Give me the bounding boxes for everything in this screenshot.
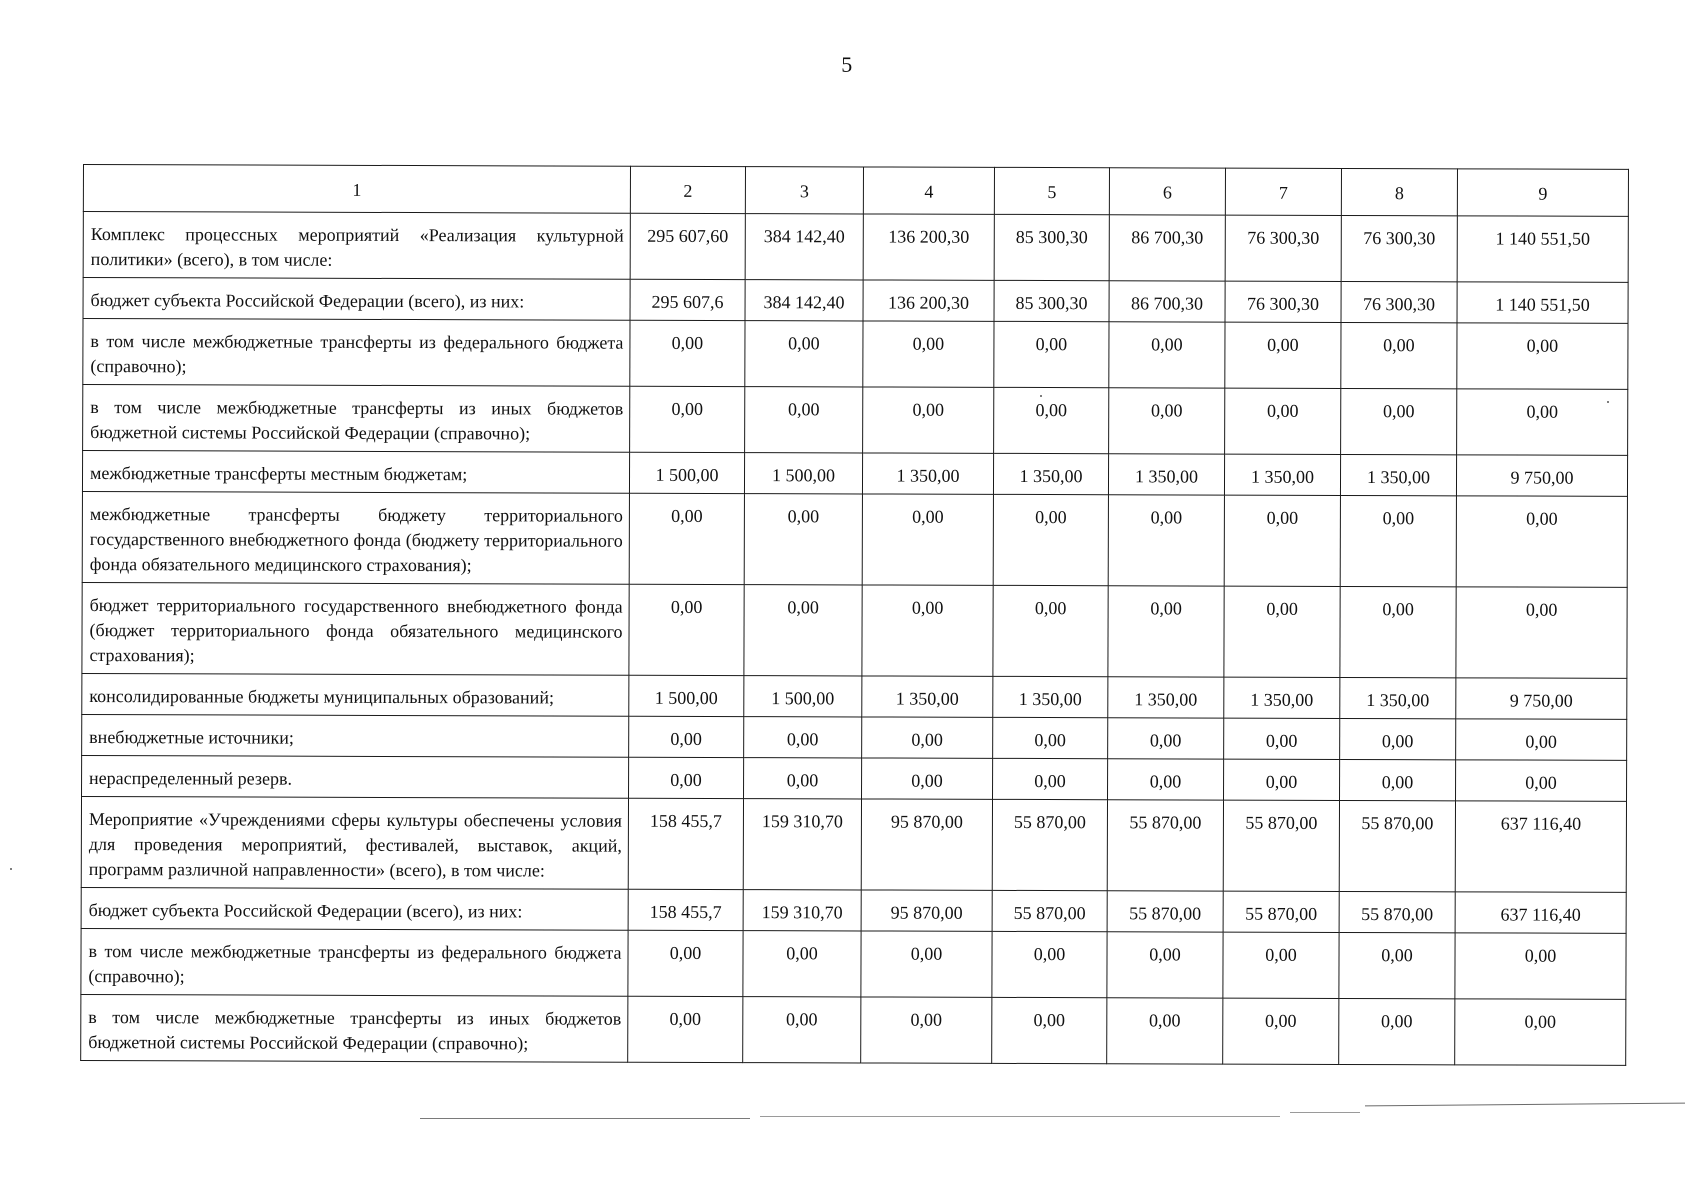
value-cell: 1 350,00 bbox=[862, 676, 993, 717]
value-cell: 0,00 bbox=[1224, 759, 1340, 800]
value-cell: 0,00 bbox=[744, 758, 862, 799]
value-cell: 0,00 bbox=[1107, 998, 1223, 1064]
table-row bbox=[82, 582, 1627, 678]
value-cell: 85 300,30 bbox=[994, 280, 1109, 321]
scan-artifact-line bbox=[1365, 1103, 1685, 1107]
row-label-cell: межбюджетные трансферты бюджету территориального государственного внебюджетного фонда (бюджету территориального фонда обязательного медицинского страхования); bbox=[82, 491, 629, 584]
value-cell: 0,00 bbox=[743, 931, 861, 997]
value-cell: 0,00 bbox=[629, 493, 744, 584]
row-label-cell: в том числе межбюджетные трансферты из федерального бюджета (справочно); bbox=[83, 319, 630, 387]
value-cell: 1 140 551,50 bbox=[1457, 282, 1628, 324]
value-cell: 95 870,00 bbox=[861, 799, 992, 890]
value-cell: 0,00 bbox=[745, 321, 863, 387]
value-cell: 0,00 bbox=[862, 585, 993, 676]
value-cell: 0,00 bbox=[1456, 496, 1627, 588]
value-cell: 159 310,70 bbox=[743, 799, 861, 890]
value-cell: 0,00 bbox=[1457, 323, 1628, 390]
value-cell: 0,00 bbox=[862, 494, 993, 585]
value-cell: 86 700,30 bbox=[1109, 215, 1225, 281]
value-cell: 0,00 bbox=[1339, 932, 1455, 998]
value-cell: 0,00 bbox=[1340, 759, 1456, 800]
value-cell: 0,00 bbox=[1108, 718, 1224, 759]
value-cell: 0,00 bbox=[863, 321, 994, 387]
value-cell: 1 350,00 bbox=[862, 453, 993, 494]
table-row bbox=[82, 491, 1627, 587]
row-label-cell: бюджет субъекта Российской Федерации (всего), из них: bbox=[81, 887, 628, 930]
scan-artifact-line bbox=[1290, 1112, 1360, 1113]
value-cell: 76 300,30 bbox=[1341, 281, 1457, 322]
table-row bbox=[83, 385, 1628, 456]
value-cell: 0,00 bbox=[1339, 998, 1455, 1064]
value-cell: 1 350,00 bbox=[1340, 454, 1456, 495]
value-cell: 0,00 bbox=[1456, 760, 1627, 802]
value-cell: 158 455,7 bbox=[628, 889, 743, 930]
value-cell: 0,00 bbox=[628, 996, 743, 1062]
value-cell: 1 500,00 bbox=[744, 453, 862, 494]
column-number-cell: 7 bbox=[1225, 168, 1341, 215]
table-row bbox=[83, 319, 1628, 390]
row-label-cell: в том числе межбюджетные трансферты из иных бюджетов бюджетной системы Российской Федерации (справочно); bbox=[81, 994, 628, 1062]
value-cell: 0,00 bbox=[1340, 586, 1456, 677]
value-cell: 159 310,70 bbox=[743, 890, 861, 931]
page-number: 5 bbox=[841, 52, 853, 77]
table-body bbox=[81, 212, 1629, 1066]
row-label-cell: Мероприятие «Учреждениями сферы культуры обеспечены условия для проведения мероприятий, фестивалей, выставок, акций, программ различной направленности» (всего), в том числе: bbox=[81, 796, 628, 889]
value-cell: 637 116,40 bbox=[1455, 892, 1626, 934]
table-row bbox=[82, 451, 1627, 497]
table-row bbox=[81, 928, 1626, 999]
value-cell: 0,00 bbox=[993, 494, 1108, 585]
value-cell: 0,00 bbox=[629, 757, 744, 798]
value-cell: 1 350,00 bbox=[1224, 677, 1340, 718]
value-cell: 55 870,00 bbox=[1339, 891, 1455, 932]
value-cell: 1 350,00 bbox=[1108, 454, 1224, 495]
column-number-cell: 2 bbox=[630, 166, 745, 213]
value-cell: 1 350,00 bbox=[1108, 677, 1224, 718]
budget-table bbox=[80, 164, 1629, 1066]
value-cell: 1 350,00 bbox=[993, 676, 1108, 717]
value-cell: 0,00 bbox=[863, 387, 994, 453]
value-cell: 0,00 bbox=[1107, 932, 1223, 998]
row-label-cell: в том числе межбюджетные трансферты из иных бюджетов бюджетной системы Российской Федерации (справочно); bbox=[83, 385, 630, 453]
value-cell: 1 140 551,50 bbox=[1457, 216, 1628, 283]
value-cell: 1 500,00 bbox=[744, 676, 862, 717]
table-row bbox=[81, 994, 1626, 1065]
value-cell: 295 607,6 bbox=[630, 279, 745, 320]
value-cell: 0,00 bbox=[1223, 932, 1339, 998]
value-cell: 0,00 bbox=[744, 585, 862, 676]
value-cell: 384 142,40 bbox=[745, 280, 863, 321]
value-cell: 0,00 bbox=[1224, 586, 1340, 677]
value-cell: 0,00 bbox=[1341, 322, 1457, 388]
value-cell: 0,00 bbox=[1456, 587, 1627, 679]
value-cell: 95 870,00 bbox=[861, 890, 992, 931]
column-number-cell: 5 bbox=[994, 167, 1109, 214]
row-label-cell: внебюджетные источники; bbox=[82, 714, 629, 757]
value-cell: 0,00 bbox=[1108, 495, 1224, 586]
table-row bbox=[82, 755, 1627, 801]
value-cell: 0,00 bbox=[1223, 998, 1339, 1064]
value-cell: 0,00 bbox=[994, 387, 1109, 453]
value-cell: 637 116,40 bbox=[1455, 801, 1626, 893]
value-cell: 0,00 bbox=[743, 997, 861, 1063]
value-cell: 9 750,00 bbox=[1456, 678, 1627, 720]
value-cell: 76 300,30 bbox=[1341, 215, 1457, 281]
value-cell: 55 870,00 bbox=[1223, 800, 1339, 891]
value-cell: 0,00 bbox=[628, 930, 743, 996]
value-cell: 0,00 bbox=[744, 717, 862, 758]
value-cell: 0,00 bbox=[861, 931, 992, 997]
value-cell: 158 455,7 bbox=[628, 798, 743, 889]
value-cell: 0,00 bbox=[862, 758, 993, 799]
row-label-cell: межбюджетные трансферты местным бюджетам; bbox=[82, 451, 629, 494]
row-label-cell: бюджет субъекта Российской Федерации (всего), из них: bbox=[83, 278, 630, 321]
value-cell: 0,00 bbox=[1225, 322, 1341, 388]
column-number-row bbox=[83, 165, 1628, 217]
value-cell: 55 870,00 bbox=[992, 890, 1107, 931]
column-number-cell: 8 bbox=[1341, 168, 1457, 215]
row-label-cell: нераспределенный резерв. bbox=[82, 755, 629, 798]
table-row bbox=[81, 796, 1626, 892]
value-cell: 85 300,30 bbox=[994, 214, 1109, 280]
value-cell: 0,00 bbox=[862, 717, 993, 758]
table-row bbox=[82, 714, 1627, 760]
value-cell: 1 500,00 bbox=[629, 675, 744, 716]
table-row bbox=[83, 212, 1628, 283]
value-cell: 55 870,00 bbox=[1107, 800, 1223, 891]
value-cell: 0,00 bbox=[1457, 389, 1628, 456]
value-cell: 0,00 bbox=[861, 997, 992, 1063]
value-cell: 0,00 bbox=[629, 584, 744, 675]
row-label-cell: бюджет территориального государственного внебюджетного фонда (бюджет территориального фонда обязательного медицинского страхования); bbox=[82, 582, 629, 675]
value-cell: 86 700,30 bbox=[1109, 281, 1225, 322]
value-cell: 55 870,00 bbox=[1107, 891, 1223, 932]
value-cell: 0,00 bbox=[993, 585, 1108, 676]
value-cell: 0,00 bbox=[993, 717, 1108, 758]
row-label-cell: консолидированные бюджеты муниципальных образований; bbox=[82, 673, 629, 716]
value-cell: 9 750,00 bbox=[1456, 455, 1627, 497]
column-number-cell: 4 bbox=[863, 167, 994, 214]
row-label-cell: в том числе межбюджетные трансферты из федерального бюджета (справочно); bbox=[81, 928, 628, 996]
value-cell: 1 350,00 bbox=[1224, 454, 1340, 495]
value-cell: 0,00 bbox=[629, 716, 744, 757]
column-number-cell: 1 bbox=[83, 165, 630, 214]
value-cell: 0,00 bbox=[1456, 719, 1627, 761]
value-cell: 0,00 bbox=[1455, 933, 1626, 1000]
value-cell: 384 142,40 bbox=[745, 214, 863, 280]
value-cell: 1 350,00 bbox=[1340, 677, 1456, 718]
value-cell: 55 870,00 bbox=[1223, 891, 1339, 932]
value-cell: 0,00 bbox=[994, 321, 1109, 387]
value-cell: 1 350,00 bbox=[993, 453, 1108, 494]
scan-artifact-line bbox=[420, 1118, 750, 1119]
value-cell: 0,00 bbox=[1341, 388, 1457, 454]
value-cell: 0,00 bbox=[993, 758, 1108, 799]
value-cell: 0,00 bbox=[630, 386, 745, 452]
scan-speck bbox=[10, 868, 12, 870]
table-row bbox=[83, 278, 1628, 324]
value-cell: 295 607,60 bbox=[630, 213, 745, 279]
column-number-cell: 9 bbox=[1457, 169, 1628, 217]
value-cell: 136 200,30 bbox=[863, 214, 994, 280]
scan-speck bbox=[1607, 401, 1609, 403]
column-number-cell: 3 bbox=[745, 167, 863, 214]
value-cell: 0,00 bbox=[1340, 718, 1456, 759]
table-row bbox=[82, 673, 1627, 719]
value-cell: 0,00 bbox=[630, 320, 745, 386]
value-cell: 1 500,00 bbox=[629, 452, 744, 493]
value-cell: 0,00 bbox=[744, 494, 862, 585]
value-cell: 0,00 bbox=[1455, 999, 1626, 1066]
column-number-cell: 6 bbox=[1109, 168, 1225, 215]
value-cell: 55 870,00 bbox=[1339, 800, 1455, 891]
row-label-cell: Комплекс процессных мероприятий «Реализация культурной политики» (всего), в том числе: bbox=[83, 212, 630, 280]
value-cell: 0,00 bbox=[992, 931, 1107, 997]
value-cell: 0,00 bbox=[1108, 586, 1224, 677]
value-cell: 76 300,30 bbox=[1225, 215, 1341, 281]
value-cell: 0,00 bbox=[992, 997, 1107, 1063]
value-cell: 0,00 bbox=[1109, 388, 1225, 454]
scan-speck bbox=[1040, 395, 1042, 397]
value-cell: 0,00 bbox=[1340, 495, 1456, 586]
value-cell: 0,00 bbox=[1109, 322, 1225, 388]
value-cell: 0,00 bbox=[1225, 388, 1341, 454]
scan-artifact-line bbox=[760, 1116, 1280, 1117]
value-cell: 76 300,30 bbox=[1225, 281, 1341, 322]
value-cell: 55 870,00 bbox=[992, 799, 1107, 890]
value-cell: 0,00 bbox=[1108, 759, 1224, 800]
value-cell: 0,00 bbox=[745, 387, 863, 453]
value-cell: 136 200,30 bbox=[863, 280, 994, 321]
table-row bbox=[81, 887, 1626, 933]
value-cell: 0,00 bbox=[1224, 718, 1340, 759]
value-cell: 0,00 bbox=[1224, 495, 1340, 586]
